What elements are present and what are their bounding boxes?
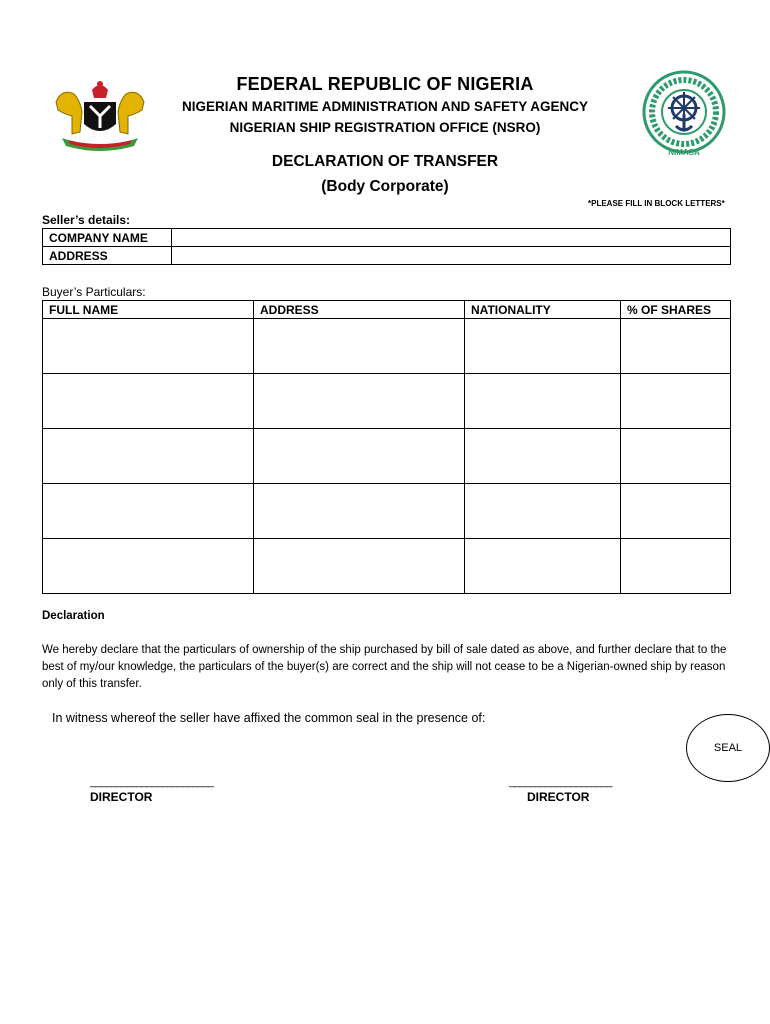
office-name: NIGERIAN SHIP REGISTRATION OFFICE (NSRO) [229,120,541,135]
buyer-heading: Buyer’s Particulars: [42,285,146,299]
seal-label: SEAL [713,742,743,754]
seller-table [42,228,731,265]
address-cell[interactable] [254,319,465,374]
declaration-heading: Declaration [42,610,105,622]
signature-line-left[interactable]: ________________________ [90,776,213,788]
full-name-cell[interactable] [43,539,254,594]
block-letters-note: *PLEASE FILL IN BLOCK LETTERS* [588,199,725,208]
address-cell[interactable] [254,539,465,594]
address-cell[interactable] [254,429,465,484]
nationality-cell[interactable] [465,539,621,594]
col-address: ADDRESS [254,301,465,319]
table-row [43,319,731,374]
director-label-right: DIRECTOR [527,790,590,804]
seal-circle [686,714,770,782]
table-row [43,484,731,539]
nationality-cell[interactable] [465,484,621,539]
shares-cell[interactable] [621,429,731,484]
nigeria-coat-of-arms-icon [48,72,152,152]
page-title: FEDERAL REPUBLIC OF NIGERIA [236,74,534,94]
table-header-row [43,301,731,319]
address-cell[interactable] [254,484,465,539]
company-name-label: COMPANY NAME [43,229,172,247]
full-name-cell[interactable] [43,319,254,374]
director-label-left: DIRECTOR [90,790,153,804]
table-row [43,247,731,265]
agency-name: NIGERIAN MARITIME ADMINISTRATION AND SAFETY AGENCY [181,99,588,114]
nimasa-logo-text: NIMASA [668,148,700,157]
full-name-cell[interactable] [43,429,254,484]
col-shares: % OF SHARES [621,301,731,319]
shares-cell[interactable] [621,374,731,429]
shares-cell[interactable] [621,539,731,594]
shares-cell[interactable] [621,484,731,539]
nationality-cell[interactable] [465,319,621,374]
col-nationality: NATIONALITY [465,301,621,319]
col-full-name: FULL NAME [43,301,254,319]
signature-line-right[interactable]: ____________________ [509,776,612,788]
table-row [43,374,731,429]
address-cell[interactable] [254,374,465,429]
table-row [43,429,731,484]
address-field[interactable] [172,247,731,265]
shares-cell[interactable] [621,319,731,374]
company-name-field[interactable] [172,229,731,247]
table-row [43,539,731,594]
declaration-text: We hereby declare that the particulars of ownership of the ship purchased by bill of sale dated as above, and further declare that to the best of my/our knowledge, the particulars of the buyer(s) are correct and the ship will not cease to be a Nigerian-owned ship by reason only of this transfer. [42,644,727,690]
full-name-cell[interactable] [43,484,254,539]
address-label: ADDRESS [43,247,172,265]
seller-heading: Seller’s details: [42,213,131,227]
nationality-cell[interactable] [465,374,621,429]
full-name-cell[interactable] [43,374,254,429]
table-row [43,229,731,247]
nationality-cell[interactable] [465,429,621,484]
witness-text: In witness whereof the seller have affixed the common seal in the presence of: [52,711,486,725]
form-subtitle: (Body Corporate) [321,178,449,195]
form-title: DECLARATION OF TRANSFER [271,153,499,170]
buyer-table [42,300,731,594]
